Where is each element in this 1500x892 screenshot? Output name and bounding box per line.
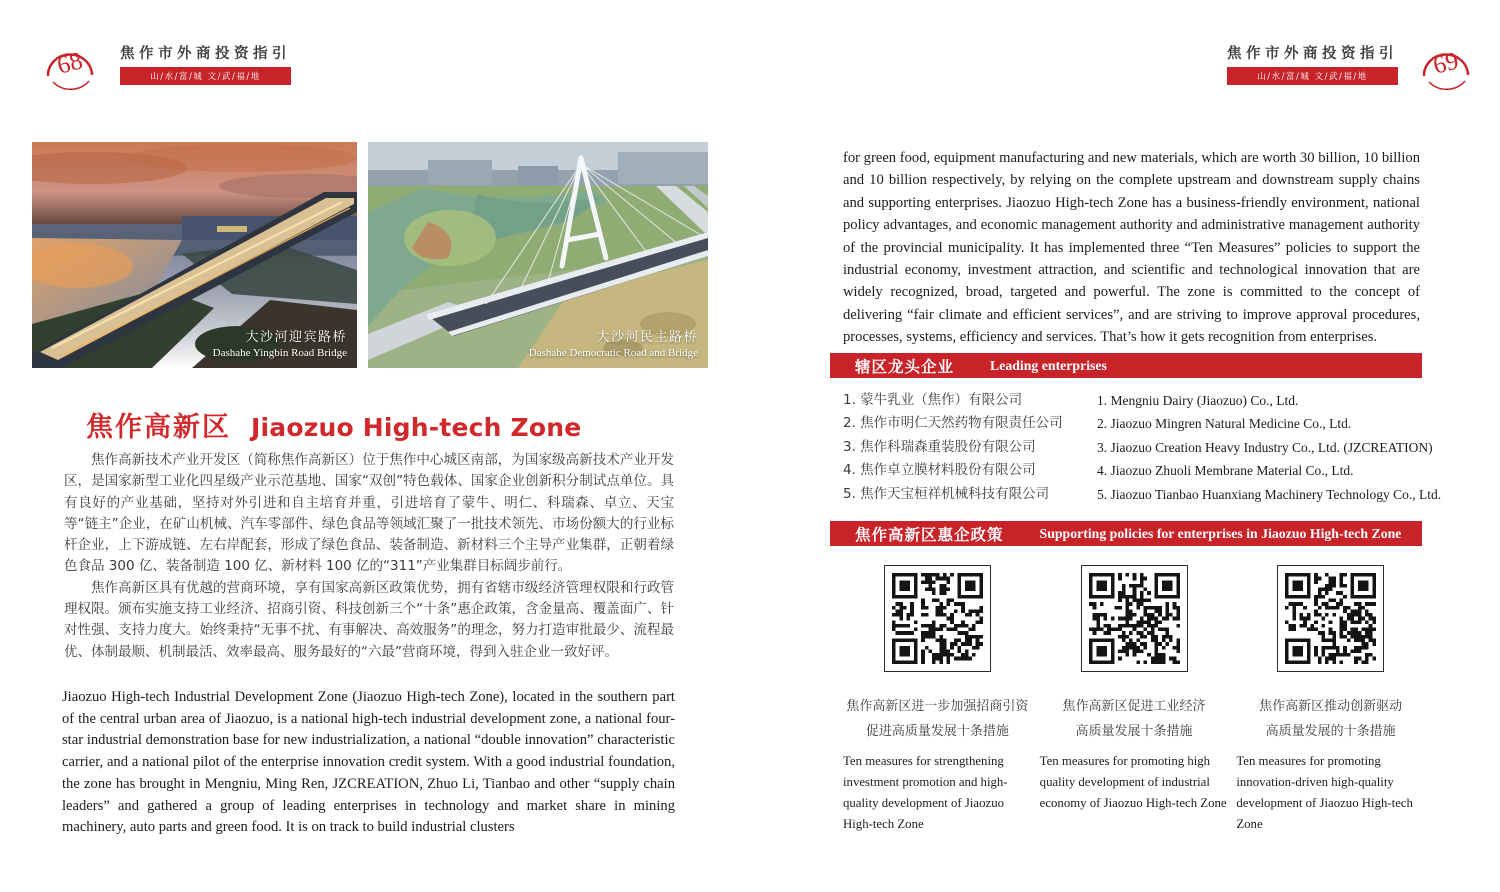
qr-policy-item (1236, 565, 1425, 835)
photo-caption-cn: 大沙河迎宾路桥 (245, 329, 347, 345)
page-number-left: 68 (54, 47, 86, 80)
qr-caption-cn (1063, 695, 1206, 744)
section-title-en: Jiaozuo High-tech Zone (251, 413, 582, 442)
photo-dashahe-democratic-bridge (368, 142, 708, 368)
qr-caption-cn (1259, 695, 1402, 744)
company-item-cn: 1. 蒙牛乳业（焦作）有限公司 (843, 392, 1023, 408)
banner-policies-cn: 焦作高新区惠企政策 (855, 525, 1004, 544)
qr-code-innovation-driven (1277, 565, 1384, 672)
section-title (86, 405, 581, 444)
company-item-cn: 3. 焦作科瑞森重装股份有限公司 (843, 438, 1036, 455)
qr-policy-item (1040, 565, 1229, 835)
company-item-cn: 5. 焦作天宝桓祥机械科技有限公司 (843, 485, 1050, 502)
paragraph-en-right: for green food, equipment manufacturing and new materials, which are worth 30 billion, 10 billion and 10 billion respectively, by relying on the complete upstream and downstream supply chains and supporting enterprises. Jiaozuo High-tech Zone has a business-friendly environment, national policy advantages, and economic management authority and administrative management authority of the provincial municipality. It has implemented three “Ten Measures” policies to support the industrial economy, investment attraction, and scientific and technological innovation that are widely recognized, broad, targeted and powerful. The zone is committed to the concept of delivering “fair climate and efficient services”, and are striving to improve approval procedures, processes, systems, efficiency and services. That’s how it gets recognition from enterprises. (843, 150, 1420, 346)
qr-caption-cn-line2: 高质量发展十条措施 (1075, 723, 1193, 739)
company-item-cn: 4. 焦作卓立膜材料股份有限公司 (843, 462, 1036, 479)
qr-caption-cn-line2: 促进高质量发展十条措施 (865, 723, 1009, 739)
left-page-header (36, 32, 291, 92)
photo-caption (213, 329, 347, 361)
qr-code-industrial-economy (1081, 565, 1188, 672)
company-item-cn: 2. 焦作市明仁天然药物有限责任公司 (843, 415, 1063, 432)
company-item-en: 2. Jiaozuo Mingren Natural Medicine Co., Ltd. (1097, 416, 1352, 432)
right-page-header (1227, 32, 1482, 92)
qr-caption-en: Ten measures for promoting high quality development of industrial economy of Jiaozuo High-tech Zone (1039, 754, 1227, 810)
company-item-en: 1. Mengniu Dairy (Jiaozuo) Co., Ltd. (1097, 393, 1299, 408)
photo-dashahe-yingbin-bridge (32, 142, 357, 368)
company-item-en: 3. Jiaozuo Creation Heavy Industry Co., Ltd. (JZCREATION) (1097, 439, 1433, 455)
photo-row (32, 142, 708, 368)
banner-policies-en: Supporting policies for enterprises in Jiaozuo High-tech Zone (1039, 525, 1402, 541)
photo-caption-en: Dashahe Yingbin Road Bridge (212, 347, 347, 360)
city-slogan-bar: 山/水/富/城 文/武/福/地 (1227, 67, 1398, 85)
page-number-ornament-right (1412, 32, 1482, 92)
photo-caption-en: Dashahe Democratic Road and Bridge (528, 347, 698, 360)
qr-caption-cn-line1: 焦作高新区推动创新驱动 (1259, 699, 1403, 714)
qr-code-image (1089, 573, 1180, 664)
doc-title: 焦作市外商投资指引 (1227, 46, 1398, 62)
qr-caption-en: Ten measures for promoting innovation-driven high-quality development of Jiaozuo High-tech Zone (1236, 754, 1413, 831)
page-number-right: 69 (1430, 47, 1462, 80)
banner-supporting-policies (830, 521, 1422, 546)
paragraph-cn-1: 焦作高新技术产业开发区（简称焦作高新区）位于焦作中心城区南部，为国家级高新技术产业开发区，是国家新型工业化四星级产业示范基地、国家“双创”特色载体、国家企业创新积分制试点单位。具有良好的产业基础，坚持对外引进和自主培育并重，引进培育了蒙牛、明仁、科瑞森、卓立、天宝等“链主”企业，在矿山机械、汽车零部件、绿色食品等领域汇聚了一批技术领先、市场份额大的行业标杆企业，上下游成链、左右岸配套，形成了绿色食品、装备制造、新材料三个主导产业集群，正朝着绿色食品 300 亿、装备制造 100 亿、新材料 100 亿的“311”产业集群目标阔步前行。 (64, 452, 674, 575)
qr-caption-en: Ten measures for strengthening investment promotion and high-quality development of Jiaozuo High-tech Zone (843, 754, 1008, 831)
qr-code-investment-promotion (884, 565, 991, 672)
banner-leading-cn: 辖区龙头企业 (855, 357, 955, 376)
header-text-right (1227, 32, 1398, 85)
qr-code-image (1285, 573, 1376, 664)
company-item-en: 5. Jiaozuo Tianbao Huanxiang Machinery Technology Co., Ltd. (1097, 486, 1442, 502)
company-item-en: 4. Jiaozuo Zhuoli Membrane Material Co., Ltd. (1097, 463, 1354, 479)
qr-caption-cn (846, 695, 1028, 744)
section-title-cn: 焦作高新区 (86, 412, 231, 443)
company-list-en (1097, 389, 1442, 506)
photo-caption (529, 329, 698, 361)
header-text-left (120, 32, 291, 85)
banner-leading-enterprises (830, 353, 1422, 378)
qr-caption-cn-line1: 焦作高新区进一步加强招商引资 (846, 699, 1029, 714)
photo-caption-cn: 大沙河民主路桥 (596, 329, 698, 345)
doc-title: 焦作市外商投资指引 (120, 46, 291, 62)
company-list-cn (843, 389, 1093, 506)
banner-leading-en: Leading enterprises (990, 357, 1107, 373)
qr-policy-row (843, 565, 1425, 835)
chinese-body-text (64, 450, 674, 663)
paragraph-en-left: Jiaozuo High-tech Industrial Development Zone (Jiaozuo High-tech Zone), located in the southern part of the central urban area of Jiaozuo, is a national high-tech industrial development zone, a national four-star industrial demonstration base for new industrialization, a national “double innovation” characteristic carrier, and a national pilot of the enterprise innovation credit system. With a good industrial foundation, the zone has brought in Mengniu, Ming Ren, JZCREATION, Zhuo Li, Tianbao and other “supply chain leaders” and gathered a group of leading enterprises in technology and market share in mining machinery, auto parts and green food. It is on track to build industrial clusters (62, 689, 675, 836)
qr-caption-cn-line2: 高质量发展的十条措施 (1265, 723, 1396, 739)
page-number-ornament-left (36, 32, 106, 92)
qr-code-image (892, 573, 983, 664)
paragraph-cn-2: 焦作高新区具有优越的营商环境，享有国家高新区政策优势，拥有省辖市级经济管理权限和行政管理权限。颁布实施支持工业经济、招商引资、科技创新三个“十条”惠企政策，含金量高、覆盖面广、针对性强、支持力度大。始终秉持“无事不扰、有事解决、高效服务”的理念，努力打造审批最少、流程最优、体制最顺、机制最活、效率最高、服务最好的“六最”营商环境，得到入驻企业一致好评。 (64, 579, 674, 660)
qr-caption-cn-line1: 焦作高新区促进工业经济 (1062, 699, 1206, 714)
qr-policy-item (843, 565, 1032, 835)
city-slogan-bar: 山/水/富/城 文/武/福/地 (120, 67, 291, 85)
